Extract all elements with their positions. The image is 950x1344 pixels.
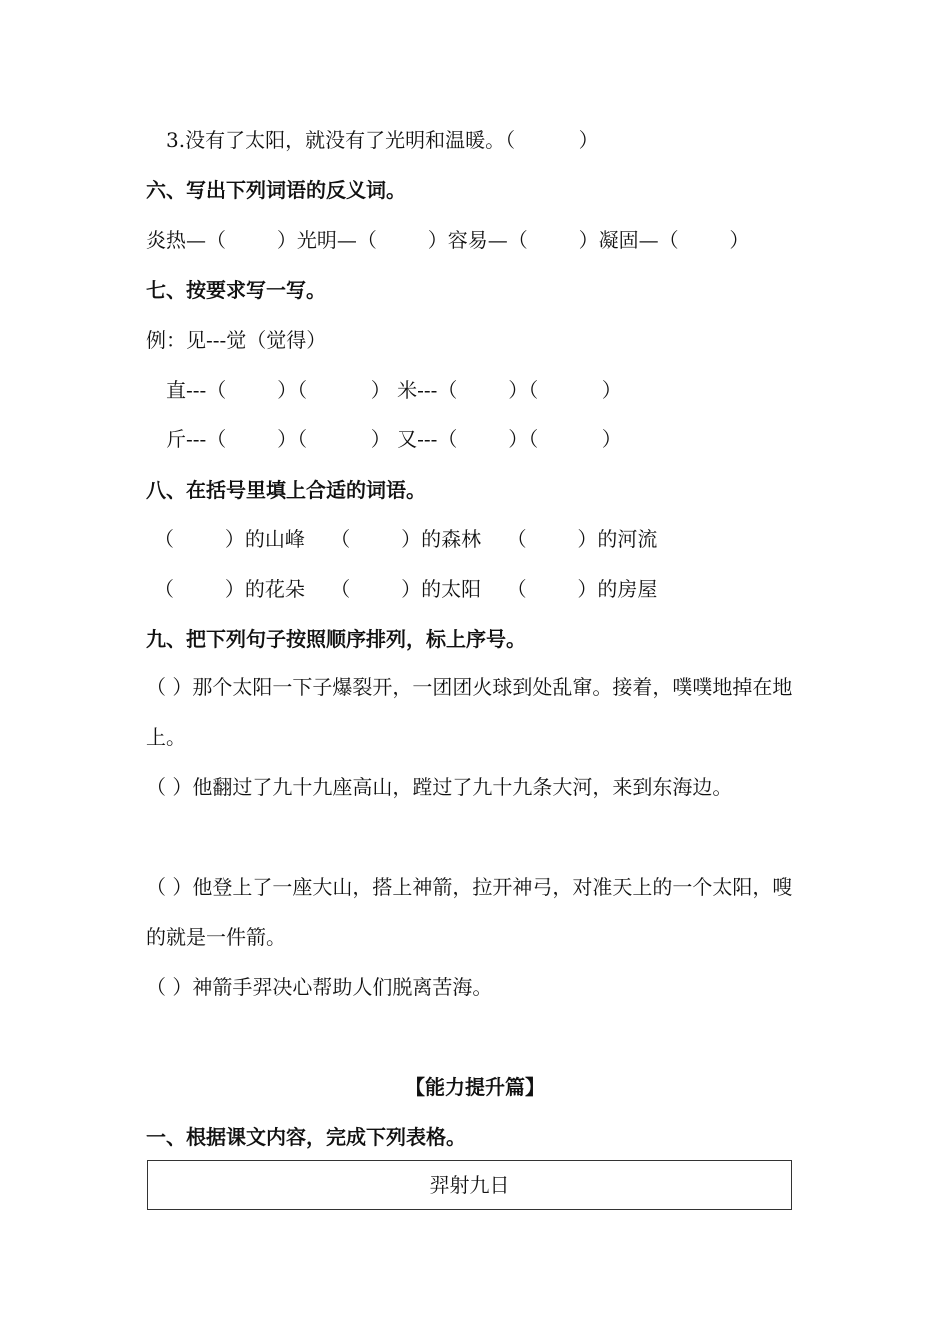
section9-sentence-4: （ ）神箭手羿决心帮助人们脱离苦海。 xyxy=(146,975,493,999)
antonym-line: 炎热—（ ）光明—（ ）容易—（ ）凝固—（ ） xyxy=(146,228,750,252)
section7-row-2: 斤---（ ）（ ） 又---（ ）（ ） xyxy=(166,427,622,451)
section7-heading: 七、按要求写一写。 xyxy=(146,278,326,302)
q5-item-3: 3.没有了太阳，就没有了光明和温暖。（ ） xyxy=(166,128,599,152)
section6-heading: 六、写出下列词语的反义词。 xyxy=(146,178,406,202)
ability-section-title: 【能力提升篇】 xyxy=(405,1075,545,1099)
ability-q1-heading: 一、根据课文内容，完成下列表格。 xyxy=(146,1125,466,1149)
section7-example: 例：见---觉（觉得） xyxy=(146,328,327,352)
table-title: 羿射九日 xyxy=(429,1173,510,1197)
section9-sentence-2: （ ）他翻过了九十九座高山，蹚过了九十九条大河，来到东海边。 xyxy=(146,775,733,799)
answer-table xyxy=(147,1160,792,1210)
section7-row-1: 直---（ ）（ ） 米---（ ）（ ） xyxy=(166,378,622,402)
section8-heading: 八、在括号里填上合适的词语。 xyxy=(146,478,426,502)
section9-sentence-1: （ ）那个太阳一下子爆裂开，一团团火球到处乱窜。接着，噗噗地掉在地上。 xyxy=(146,675,793,749)
section9-heading: 九、把下列句子按照顺序排列，标上序号。 xyxy=(146,627,526,651)
section8-row-1: （ ）的山峰 （ ）的森林 （ ）的河流 xyxy=(154,527,658,551)
section8-row-2: （ ）的花朵 （ ）的太阳 （ ）的房屋 xyxy=(154,577,658,601)
section9-sentence-3: （ ）他登上了一座大山，搭上神箭，拉开神弓，对准天上的一个太阳，嗖的就是一件箭。 xyxy=(146,875,793,949)
